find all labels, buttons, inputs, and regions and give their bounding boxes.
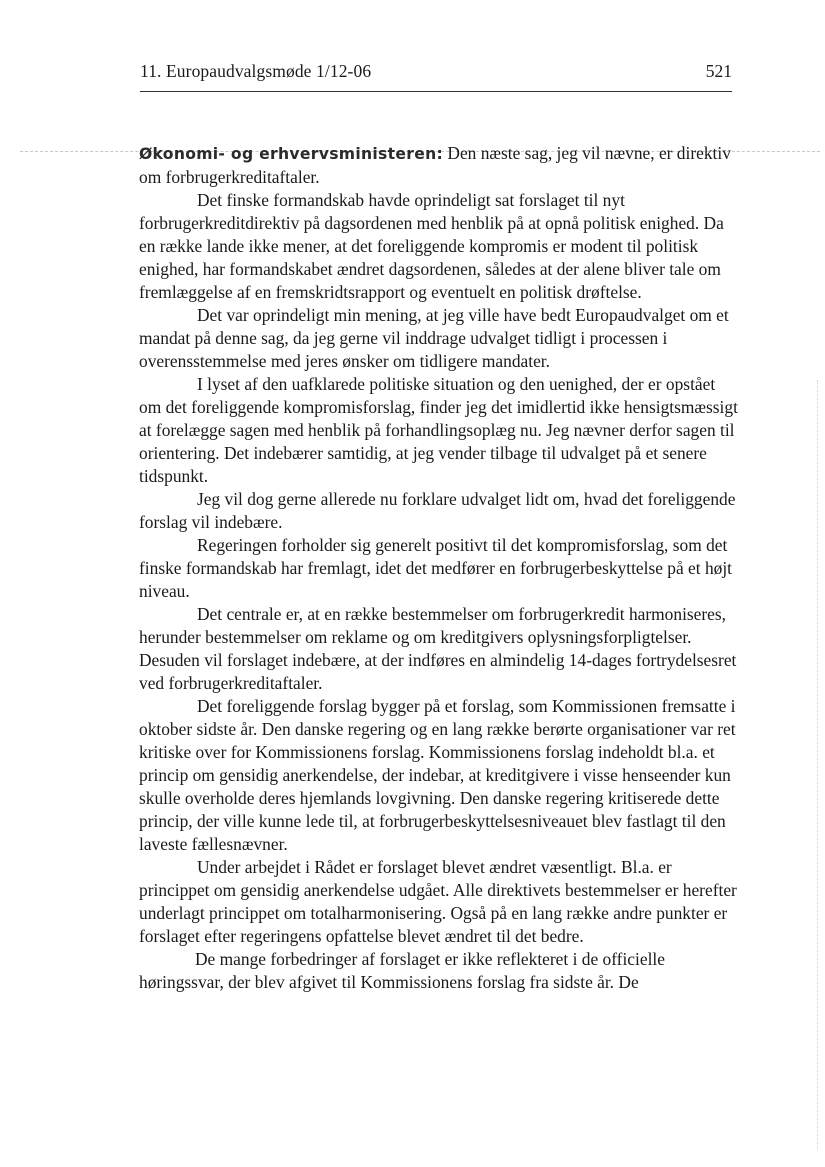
opening-paragraph [139,142,739,189]
header-title: 11. Europaudvalgsmøde 1/12-06 [140,61,372,81]
header-rule [140,91,732,92]
opening-text: Den næste sag, jeg vil nævne, er direktiv om forbrugerkreditaftaler. [139,143,731,187]
paragraph: Det foreliggende forslag bygger på et forslag, som Kommissionen fremsatte i oktober sidste år. Den danske regering og en lang række berørte organisationer var ret kritiske over for Kommissionens forslag. Kommissionens forslag indeholdt bl.a. et princip om gensidig anerkendelse, der indebar, at kreditgivere i visse henseender kun skulle overholde deres hjemlands lovgivning. Den danske regering kritiserede dette princip, der ville kunne lede til, at forbrugerbeskyttelsesniveauet blev fastlagt til den laveste fællesnævner. [139,696,736,854]
paragraph: Det centrale er, at en række bestemmelser om forbrugerkredit harmoniseres, herunder bestemmelser om reklame og om kreditgivers oplysningsforpligtelser. Desuden vil forslaget indebære, at der indføres en almindelig 14-dages fortrydelsesret ved forbrugerkreditaftaler. [139,604,737,693]
paragraph: Under arbejdet i Rådet er forslaget blevet ændret væsentligt. Bl.a. er princippet om gensidig anerkendelse udgået. Alle direktivets bestemmelser er herefter underlagt princippet om totalharmonisering. Også på en lang række andre punkter er forslaget efter regeringens opfattelse blevet ændret til det bedre. [139,857,737,946]
page-number: 521 [705,61,732,81]
paragraph: Regeringen forholder sig generelt positivt til det kompromisforslag, som det finske formandskab har fremlagt, idet det medfører en forbrugerbeskyttelse på et højt niveau. [139,535,732,601]
page-header [140,61,732,87]
paragraph: De mange forbedringer af forslaget er ikke reflekteret i de officielle høringssvar, der blev afgivet til Kommissionens forslag fra sidste år. De [139,949,665,992]
body-text [139,142,739,994]
speaker-label: Økonomi- og erhvervsministeren: [139,145,444,163]
paragraph: Det var oprindeligt min mening, at jeg ville have bedt Europaudvalget om et mandat på denne sag, da jeg gerne vil inddrage udvalget tidligt i processen i overensstemmelse med jeres ønsker om tidligere mandater. [139,305,729,371]
paragraph: Jeg vil dog gerne allerede nu forklare udvalget lidt om, hvad det foreliggende forslag vil indebære. [139,489,736,532]
paragraph: Det finske formandskab havde oprindeligt sat forslaget til nyt forbrugerkreditdirektiv på dagsordenen med henblik på at opnå politisk enighed. Da en række lande ikke mener, at det foreliggende kompromis er modent til politisk enighed, har formandskabet ændret dagsordenen, således at der alene bliver tale om fremlæggelse af en fremskridtsrapport og eventuelt en politisk drøftelse. [139,190,724,302]
scan-artifact-edge [817,380,818,1150]
paragraph: I lyset af den uafklarede politiske situation og den uenighed, der er opstået om det foreliggende kompromisforslag, finder jeg det imidlertid ikke hensigtsmæssigt at forelægge sagen med henblik på forhandlingsoplæg nu. Jeg nævner derfor sagen til orientering. Det indebærer samtidig, at jeg vender tilbage til udvalget på et senere tidspunkt. [139,374,738,486]
